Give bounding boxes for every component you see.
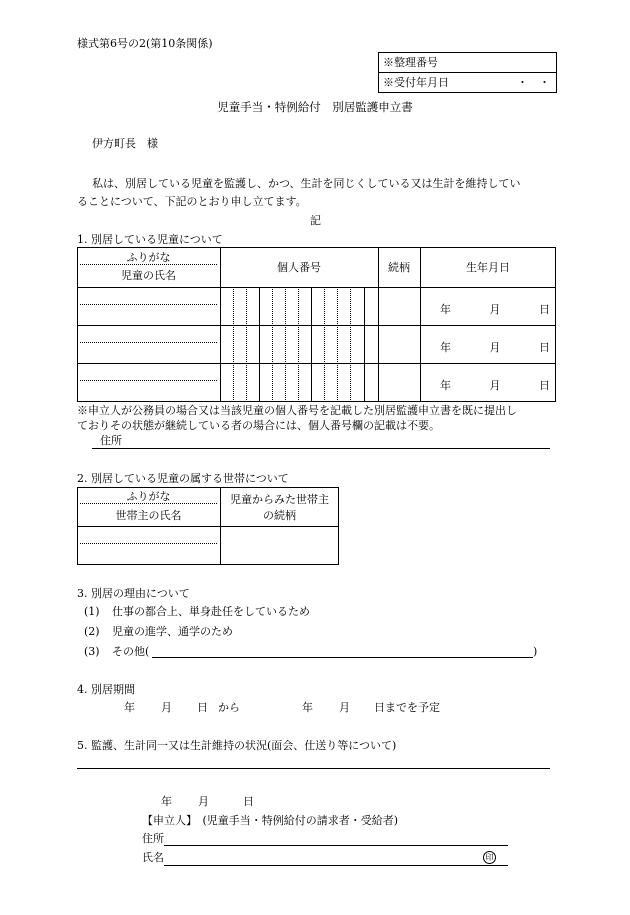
reason-1-text: 仕事の都合上、単身赴任をしているため	[112, 605, 310, 618]
child-name-header: 児童の氏名	[121, 269, 176, 282]
note-line-2: ておりその状態が継続している者の場合には、個人番号欄の記載は不要。	[77, 419, 440, 432]
household-head-name-header: 世帯主の氏名	[115, 509, 182, 522]
child-address-line	[92, 448, 550, 449]
submission-year-label: 年	[161, 795, 172, 808]
form-id: 様式第6号の2(第10条関係)	[77, 37, 213, 50]
household-relation-header-line2: の続柄	[263, 509, 296, 522]
statement-line-1: 私は、別居している児童を監護し、かつ、生計を同じくしている又は生計を維持してい	[92, 177, 521, 190]
to-year-label: 年	[302, 701, 313, 714]
applicant-name-label: 氏名	[142, 851, 164, 864]
submission-day-label: 日	[243, 795, 254, 808]
child-address-label: 住所	[100, 434, 122, 447]
reason-3-text: その他(	[112, 645, 150, 658]
seal-icon	[483, 851, 496, 864]
birthdate-row-2	[440, 339, 550, 355]
day-label: 日	[539, 341, 550, 354]
other-reason-close-paren: )	[533, 645, 538, 658]
reason-2-number: (2)	[84, 625, 100, 638]
addressee: 伊方町長 様	[92, 137, 158, 150]
birthdate-row-1	[440, 301, 550, 317]
applicant-address-label: 住所	[142, 832, 164, 845]
household-furigana-header: ふりがな	[126, 490, 171, 503]
furigana-header: ふりがな	[126, 251, 171, 264]
applicant-address-line	[164, 845, 508, 846]
birthdate-row-3	[440, 377, 550, 393]
to-month-label: 月	[339, 701, 350, 714]
section2-heading: 2. 別居している児童の属する世帯について	[77, 472, 289, 485]
section4-heading: 4. 別居期間	[77, 683, 135, 696]
section5-heading: 5. 監護、生計同一又は生計維持の状況(面会、仕送り等について)	[77, 739, 397, 752]
document-title: 児童手当・特例給付 別居監護申立書	[217, 100, 413, 114]
from-day-label: 日	[197, 701, 208, 714]
received-date-separators: ・ ・	[517, 76, 550, 89]
note-line-1: ※申立人が公務員の場合又は当該児童の個人番号を記載した別居監護申立書を既に提出し	[77, 404, 517, 417]
day-label: 日	[539, 303, 550, 316]
from-month-label: 月	[161, 701, 172, 714]
submission-month-label: 月	[198, 795, 209, 808]
month-label: 月	[489, 303, 501, 316]
reason-3-number: (3)	[84, 645, 100, 658]
from-year-label: 年	[124, 701, 135, 714]
year-label: 年	[440, 303, 451, 316]
day-label: 日	[539, 379, 550, 392]
year-label: 年	[440, 379, 451, 392]
ki-mark: 記	[310, 214, 321, 227]
received-date-label: ※受付年月日	[383, 76, 449, 89]
month-label: 月	[489, 341, 501, 354]
household-relation-header-line1: 児童からみた世帯主	[230, 493, 329, 506]
applicant-label: 【申立人】 (児童手当・特例給付の請求者・受給者)	[142, 814, 399, 827]
from-label: から	[218, 701, 240, 714]
to-until-label: 日までを予定	[374, 701, 440, 714]
other-reason-line	[152, 657, 533, 658]
situation-line	[77, 768, 550, 769]
seal-label: 印	[485, 852, 494, 862]
statement-line-2: ることについて、下記のとおり申し立てます。	[77, 195, 307, 208]
section3-heading: 3. 別居の理由について	[77, 587, 190, 600]
applicant-name-line	[164, 865, 508, 866]
ref-number-label: ※整理番号	[383, 56, 438, 69]
month-label: 月	[489, 379, 501, 392]
reason-2-text: 児童の進学、通学のため	[112, 625, 233, 638]
section1-heading: 1. 別居している児童について	[77, 233, 223, 246]
year-label: 年	[440, 341, 451, 354]
id-number-header: 個人番号	[277, 261, 321, 274]
relation-header: 続柄	[388, 261, 410, 274]
birthdate-header: 生年月日	[466, 261, 510, 274]
reason-1-number: (1)	[84, 605, 100, 618]
